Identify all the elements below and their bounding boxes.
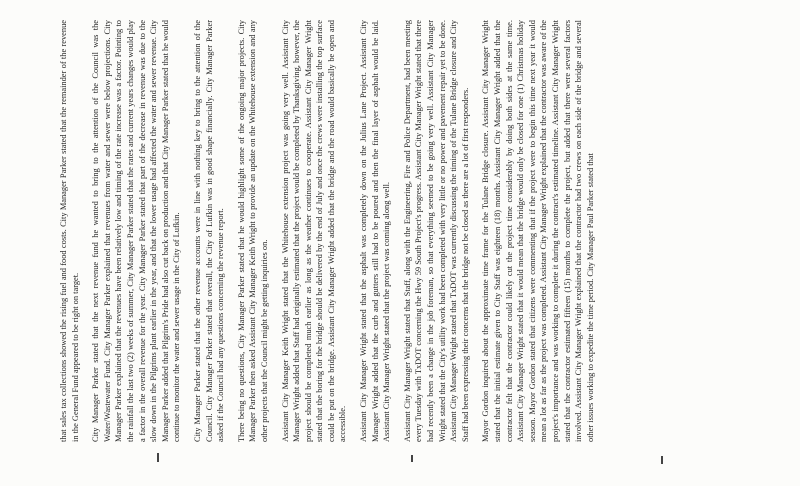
paragraph-7: Assistant City Manager Wright stated that Staff, along with the Engineering, Fire and Police Department, had been meeting every Tuesday with TxDOT concerning the Hwy 59 South Project's progress. Assistant City Manager Wright stated that there had recently been a change in the job foreman, so that everything seemed to be going very well. Assistant City Manager Wright stated that the City's utility work had been completed with very little or no power and pavement repair yet to be done. Assistant City Manager Wright stated that TxDOT was currently discussing the timing of the Tulane Bridge closure and City Staff had been expressing their concerns that the bridge not be closed as there are a lot of first responders. (402, 20, 470, 442)
paragraph-2: City Manager Parker stated that the next revenue fund he wanted to bring to the attention of the Council was the Water/Wastewater Fund. City Manager Parker explained that revenues from water and sewer were below projections. City Manager Parker explained that the revenues have been relatively low and timing of the rate increase was a factor. Pointing to the rainfall the last two (2) weeks of summer, City Manager Parker stated that the rates and current years changes would play a factor in the overall revenue for the year. City Manager Parker stated that part of the decrease in revenue was due to the slow down in the Pilgrims plant earlier in the year, and that the lower usage had affected the water and sewer revenue. City Manager Parker added that Pilgrim's Pride had also cut back on production and that City Manager Parker stated that he would continue to monitor the water and sewer usage in the City of Lufkin. (91, 20, 182, 442)
paragraph-8: Mayor Gordon inquired about the approximate time frame for the Tulane Bridge closure. Assistant City Manager Wright stated that the initial estimate given to City Staff was eighteen (18) months. Assistant City Manager Wright added that the contractor felt that the contractor could likely cut the project time considerably by doing both sides at the same time. Assistant City Manager Wright stated that it would mean that the bridge would only be closed for one (1) Christmas holiday season. Mayor Gordon stated that citizens were commenting that if the project were to begin this time next year it would mean a lot as far as the project was completed. Assistant City Manager Wright explained that the contractor was aware of the project's importance and was working to complete it during the contract's estimated timeline. Assistant City Manager Wright stated that the contractor estimated fifteen (15) months to complete the project, but added that there were several factors involved. Assistant City Manager Wright explained that the contractor had two crews on each side of the bridge and several other issues working to expedite the time period. City Manager Paul Parker stated that (481, 20, 595, 442)
paragraph-1: that sales tax collections showed the rising fuel and food costs. City Manager Parker stated that the remainder of the revenue in the General Fund appeared to be right on target. (59, 20, 80, 442)
paragraph-3: City Manager Parker stated that the other revenue accounts were in line with nothing key to bring to the attention of the Council. City Manager Parker stated that overall, the City of Lufkin was in good shape financially. City Manager Parker asked if the Council had any questions concerning the revenue report. (192, 20, 226, 442)
paragraph-4: There being no questions, City Manager Parker stated that he would highlight some of the ongoing major projects. City Manager Parker then asked Assistant City Manager Keith Wright to provide an update on the Whitehouse extension and any other projects that the Council might be getting inquiries on. (236, 20, 269, 442)
margin-mark (411, 455, 413, 462)
paragraph-6: Assistant City Manager Wright stated that the asphalt was completely down on the Julius Lane Project. Assistant City Manager Wright added that the curb and gutters still had to be poured and then the final layer of asphalt would be laid. Assistant City Manager Wright stated that the project was coming along well. (359, 20, 392, 442)
margin-mark (661, 456, 663, 464)
paragraph-5: Assistant City Manager Keith Wright stated that the Whitehouse extension project was going very well. Assistant City Manager Wright added that Staff had originally estimated that the project would be completed by Thanksgiving, however, the project should be completed much earlier as long as the weather continues to cooperate. Assistant City Manager Wright stated that the boring for the bridge should be delivered by the end of July and once the crews were installing the top surface could be put on the bridge. Assistant City Manager Wright added that the bridge and the road would basically be open and accessible. (280, 20, 348, 442)
margin-mark (157, 453, 159, 462)
